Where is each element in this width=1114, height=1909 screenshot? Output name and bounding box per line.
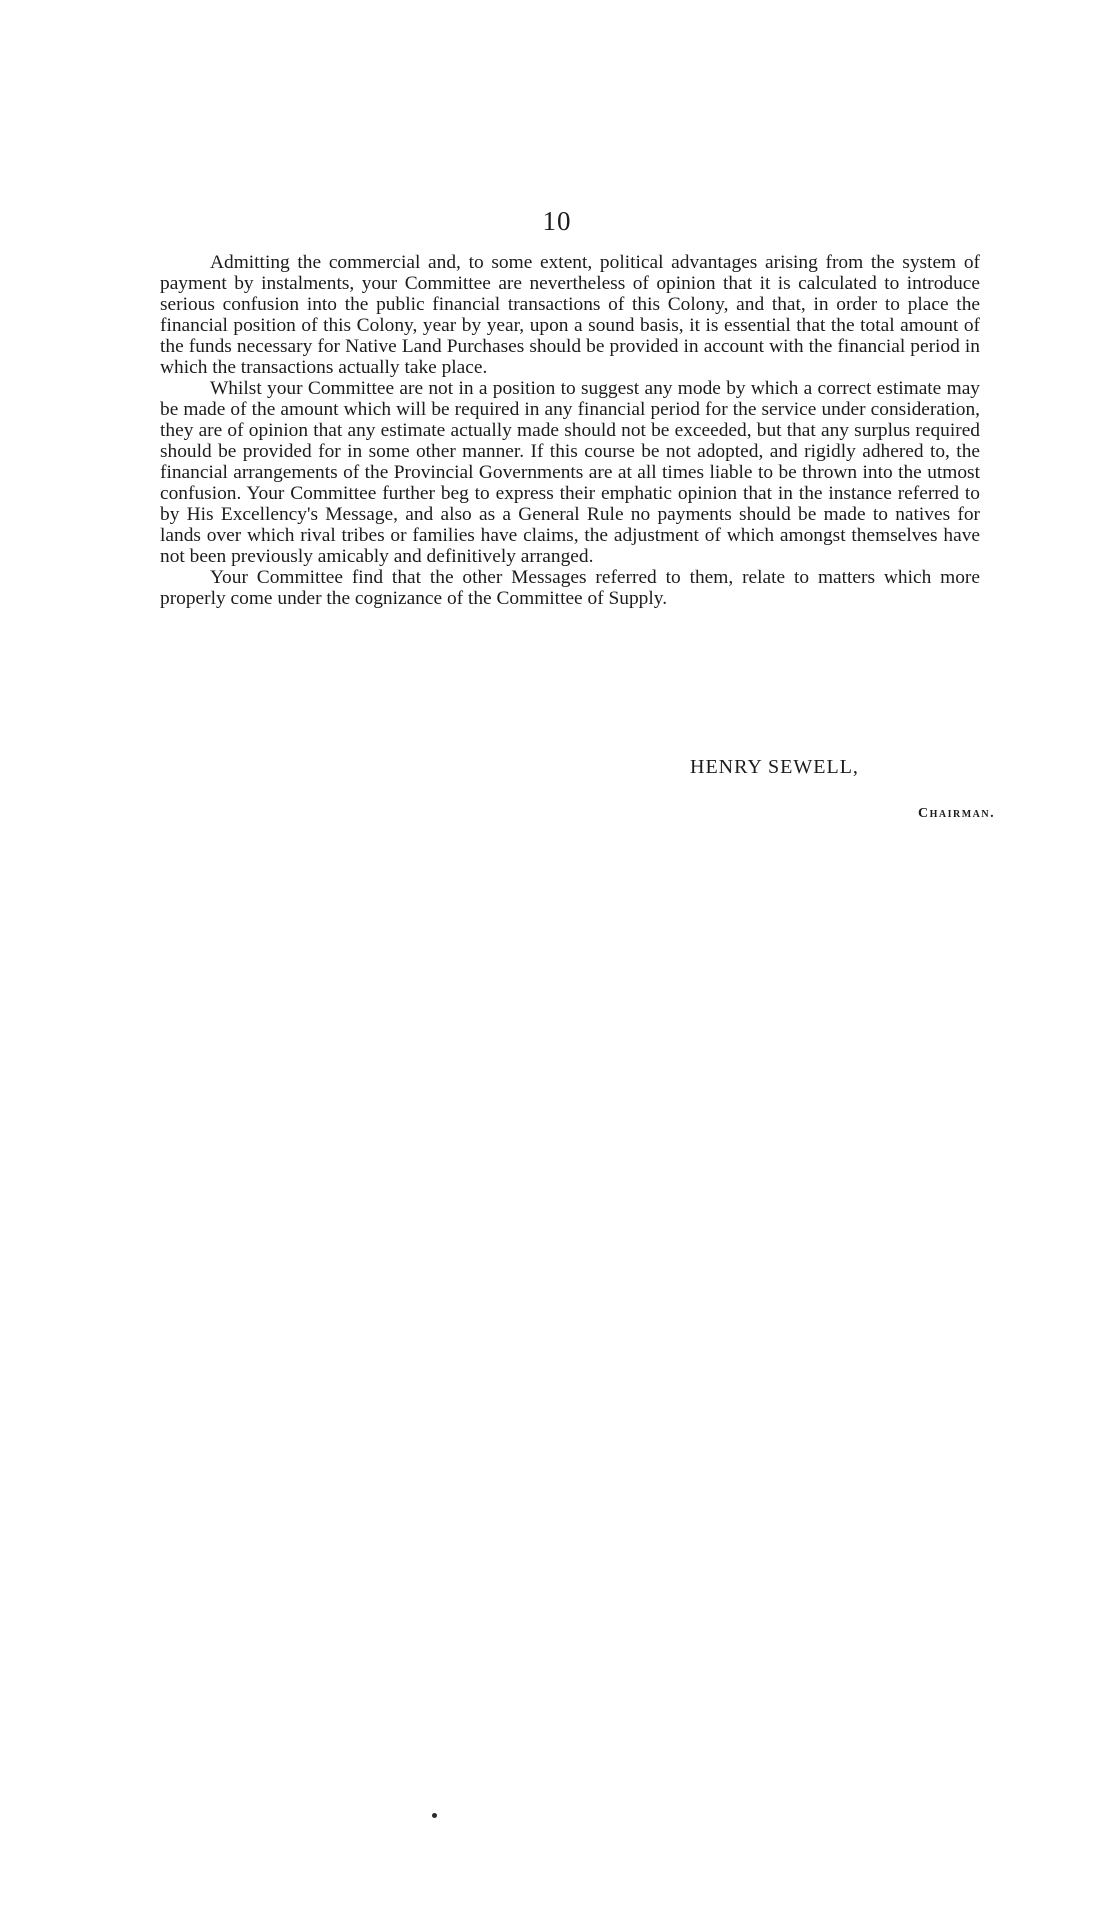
- page-number: 10: [542, 206, 572, 236]
- ink-speck: [432, 1813, 437, 1818]
- paragraph-other-messages: Your Committee find that the other Messages referred to them, relate to matters which more properly come under the cognizance of the Committee of Supply.: [160, 567, 980, 609]
- signatory-title: Chairman.: [918, 806, 996, 821]
- paragraph-estimate: Whilst your Committee are not in a position to suggest any mode by which a correct estimate may be made of the amount which will be required in any financial period for the service under consideration, they are of opinion that any estimate actually made should not be exceeded, but that any surplus required should be provided for in some other manner. If this course be not adopted, and rigidly adhered to, the financial arrangements of the Provincial Governments are at all times liable to be thrown into the utmost confusion. Your Committee further beg to express their emphatic opinion that in the instance referred to by His Excellency's Message, and also as a General Rule no payments should be made to natives for lands over which rival tribes or families have claims, the adjustment of which amongst themselves have not been previously amicably and definitively arranged.: [160, 378, 980, 567]
- paragraph-instalments: Admitting the commercial and, to some extent, political advantages arising from the system of payment by instalments, your Committee are nevertheless of opinion that it is calculated to introduce serious confusion into the public financial transactions of this Colony, and that, in order to place the financial position of this Colony, year by year, upon a sound basis, it is essential that the total amount of the funds necessary for Native Land Purchases should be provided in account with the financial period in which the transactions actually take place.: [160, 252, 980, 378]
- report-body: [160, 252, 980, 609]
- signatory-name: HENRY SEWELL,: [690, 756, 859, 778]
